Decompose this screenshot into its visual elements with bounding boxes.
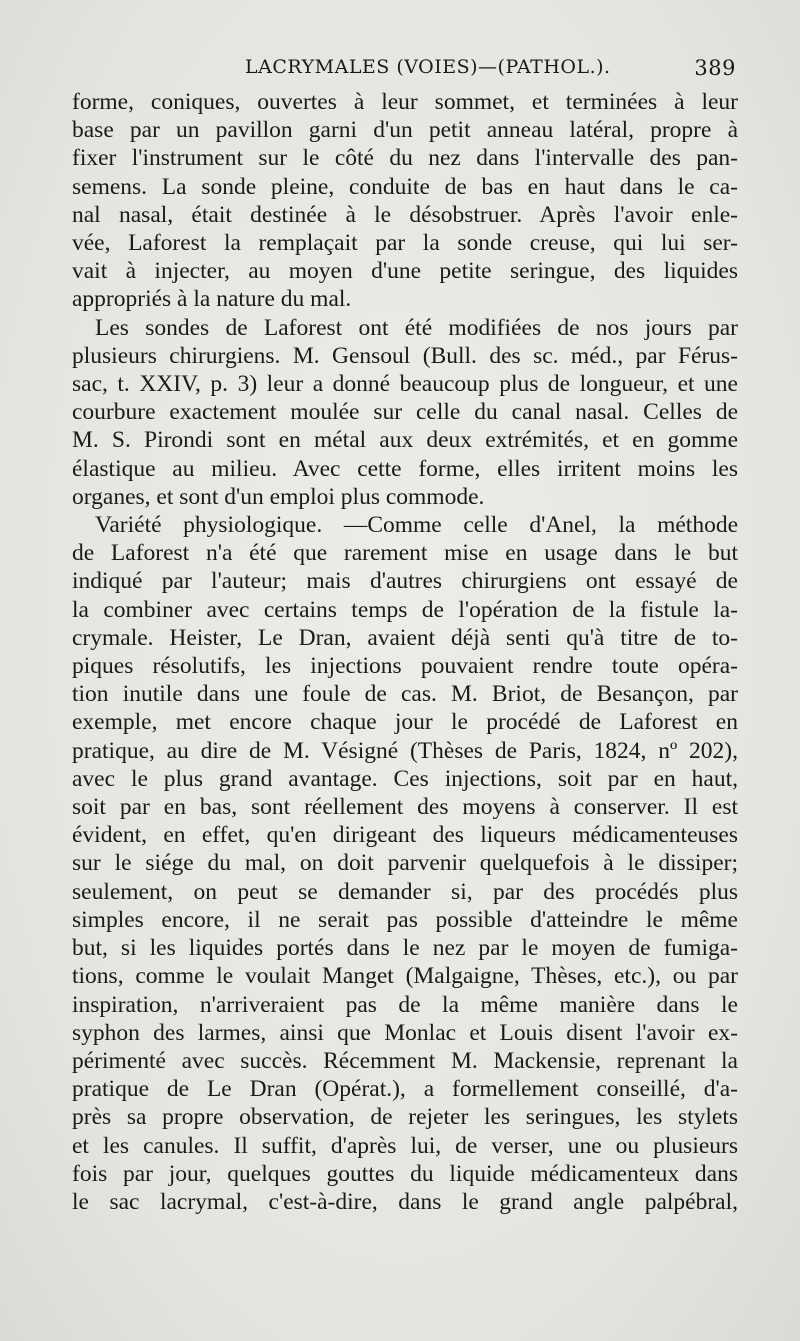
text-line: inspiration, n'arriveraient pas de la même manière dans le [72,991,738,1018]
text-line: soit par en bas, sont réellement des moyens à conserver. Il est [72,794,738,821]
text-line: périmenté avec succès. Récemment M. Mackensie, reprenant la [72,1047,738,1074]
text-line: piques résolutifs, les injections pouvaient rendre toute opéra- [72,653,738,680]
text-line: près sa propre observation, de rejeter les seringues, les stylets [72,1104,738,1131]
text-line: indiqué par l'auteur; mais d'autres chirurgiens ont essayé de [72,568,738,595]
text-line: vait à injecter, au moyen d'une petite seringue, des liquides [72,258,738,285]
text-line: base par un pavillon garni d'un petit anneau latéral, propre à [72,117,738,144]
paragraph [72,88,738,314]
text-line: et les canules. Il suffit, d'après lui, de verser, une ou plusieurs [72,1132,738,1159]
text-line: de Laforest n'a été que rarement mise en usage dans le but [72,540,738,567]
text-line: évident, en effet, qu'en dirigeant des liqueurs médicamenteuses [72,822,738,849]
text-line: Les sondes de Laforest ont été modifiées de nos jours par [95,314,738,341]
text-line: plusieurs chirurgiens. M. Gensoul (Bull. des sc. méd., par Férus- [72,342,738,369]
text-line: fixer l'instrument sur le côté du nez dans l'intervalle des pan- [72,145,738,172]
page-header [72,56,736,86]
text-line: vée, Laforest la remplaçait par la sonde creuse, qui lui ser- [72,230,738,257]
text-line: syphon des larmes, ainsi que Monlac et Louis disent l'avoir ex- [72,1019,738,1046]
page-number: 389 [694,56,736,80]
paragraph [72,511,738,1216]
running-title: LACRYMALES (VOIES)—(PATHOL.). [245,56,611,78]
text-line: crymale. Heister, Le Dran, avaient déjà senti qu'à titre de to- [72,624,738,651]
text-line: but, si les liquides portés dans le nez par le moyen de fumiga- [72,935,738,962]
text-line: sac, t. XXIV, p. 3) leur a donné beaucoup plus de longueur, et une [72,371,738,398]
text-line: forme, coniques, ouvertes à leur sommet, et terminées à leur [72,89,738,115]
text-line: exemple, met encore chaque jour le procédé de Laforest en [72,709,738,736]
text-line: pratique de Le Dran (Opérat.), a formellement conseillé, d'a- [72,1076,738,1103]
text-line: courbure exactement moulée sur celle du canal nasal. Celles de [72,399,738,426]
text-line: nal nasal, était destinée à le désobstruer. Après l'avoir enle- [72,201,738,228]
text-line: tion inutile dans une foule de cas. M. Briot, de Besançon, par [72,681,738,708]
text-line: semens. La sonde pleine, conduite de bas en haut dans le ca- [72,173,738,200]
text-line: tions, comme le voulait Manget (Malgaigne, Thèses, etc.), ou par [72,963,738,990]
text-line: fois par jour, quelques gouttes du liquide médicamenteux dans [72,1160,738,1187]
body-text [72,88,738,1216]
text-line: Variété physiologique. —Comme celle d'Anel, la méthode [95,512,738,539]
text-line: seulement, on peut se demander si, par des procédés plus [72,878,738,905]
paragraph [72,314,738,511]
text-line: avec le plus grand avantage. Ces injections, soit par en haut, [72,765,738,792]
text-line: organes, et sont d'un emploi plus commode. [72,483,485,510]
text-line: la combiner avec certains temps de l'opération de la fistule la- [72,596,738,623]
text-line: sur le siége du mal, on doit parvenir quelquefois à le dissiper; [72,850,738,877]
text-line: M. S. Pirondi sont en métal aux deux extrémités, et en gomme [72,427,738,454]
text-line: simples encore, il ne serait pas possible d'atteindre le même [72,906,738,933]
text-line: le sac lacrymal, c'est-à-dire, dans le grand angle palpébral, [72,1188,738,1215]
text-line: appropriés à la nature du mal. [72,286,352,313]
text-line: élastique au milieu. Avec cette forme, elles irritent moins les [72,455,738,482]
text-line: pratique, au dire de M. Vésigné (Thèses de Paris, 1824, nº 202), [72,737,738,764]
